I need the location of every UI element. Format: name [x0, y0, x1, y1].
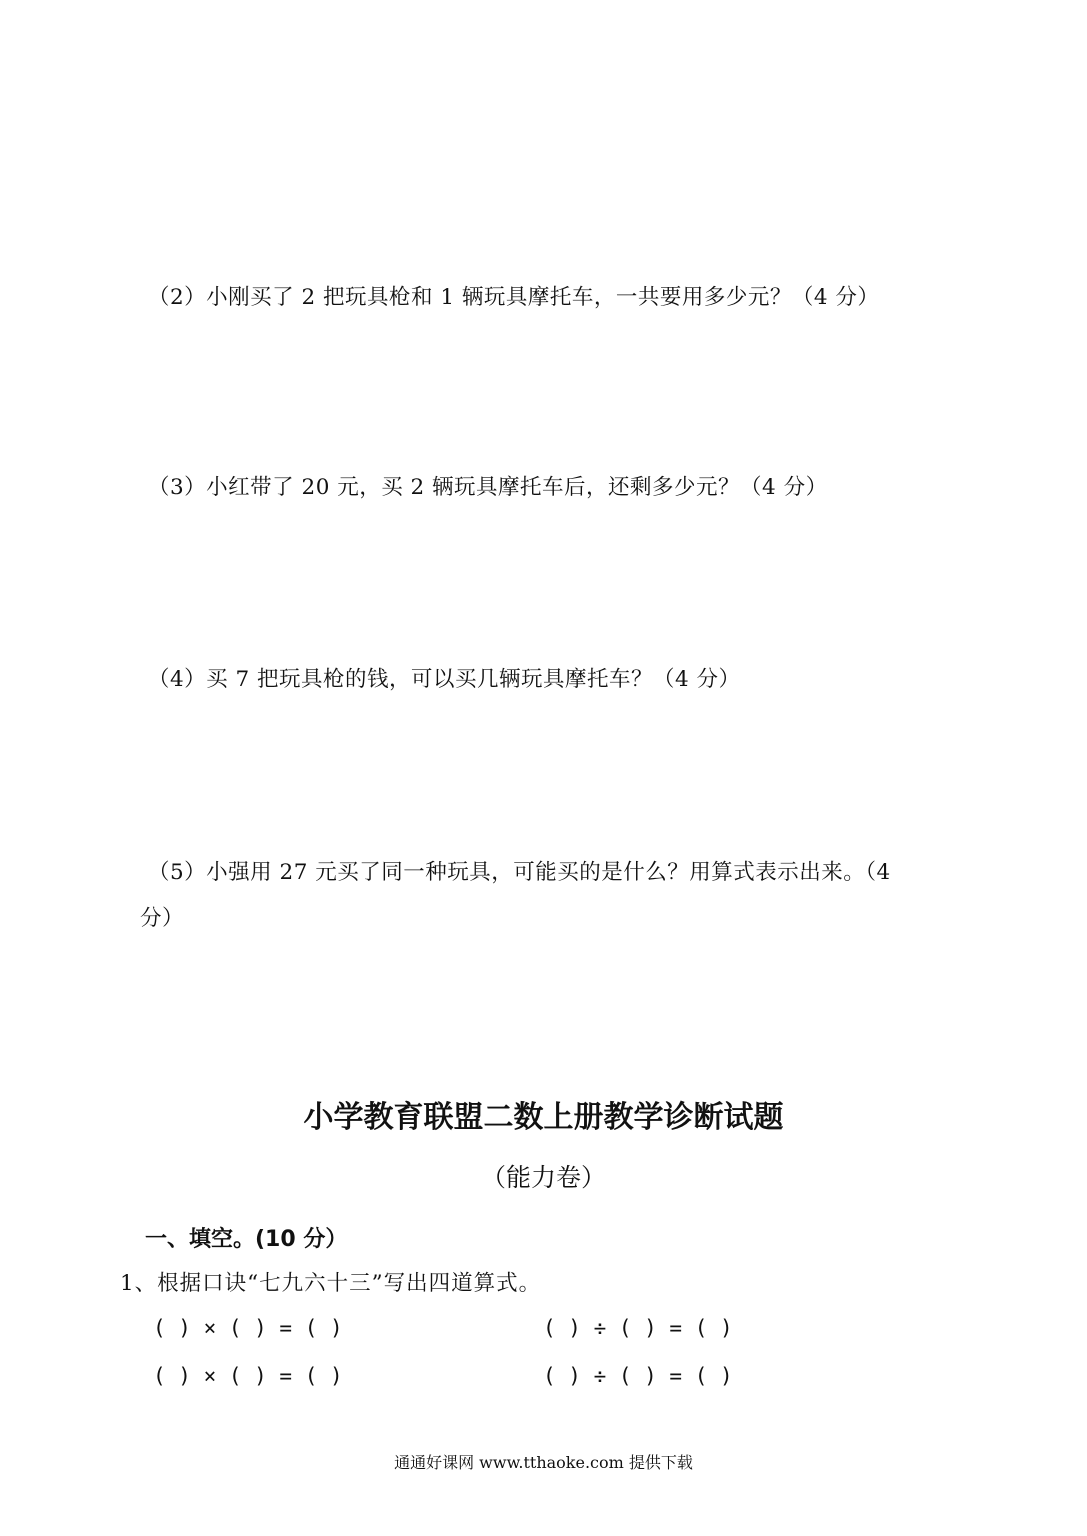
question-3: （3）小红带了 20 元，买 2 辆玩具摩托车后，还剩多少元？（4 分） [148, 475, 828, 500]
question-2: （2）小刚买了 2 把玩具枪和 1 辆玩具摩托车，一共要用多少元？（4 分） [148, 285, 880, 310]
footer-text: 通通好课网 www.tthaoke.com 提供下载 [394, 1453, 693, 1472]
formula-multiply-1: ( ) × ( ) = ( ) [153, 1316, 343, 1340]
formula-multiply-2: ( ) × ( ) = ( ) [153, 1364, 343, 1388]
formula-divide-1: ( ) ÷ ( ) = ( ) [543, 1316, 733, 1340]
section-heading: 一、填空。(10 分） [145, 1227, 348, 1252]
formula-divide-2: ( ) ÷ ( ) = ( ) [543, 1364, 733, 1388]
exam-subtitle: （能力卷） [480, 1163, 606, 1192]
question-5: （5）小强用 27 元买了同一种玩具，可能买的是什么？用算式表示出来。（4 [148, 860, 891, 885]
exam-title: 小学教育联盟二数上册教学诊断试题 [303, 1100, 784, 1135]
question-4: （4）买 7 把玩具枪的钱，可以买几辆玩具摩托车？（4 分） [148, 667, 741, 692]
item-1: 1、根据口诀“七九六十三”写出四道算式。 [120, 1271, 542, 1296]
question-5-continuation: 分） [140, 906, 185, 931]
